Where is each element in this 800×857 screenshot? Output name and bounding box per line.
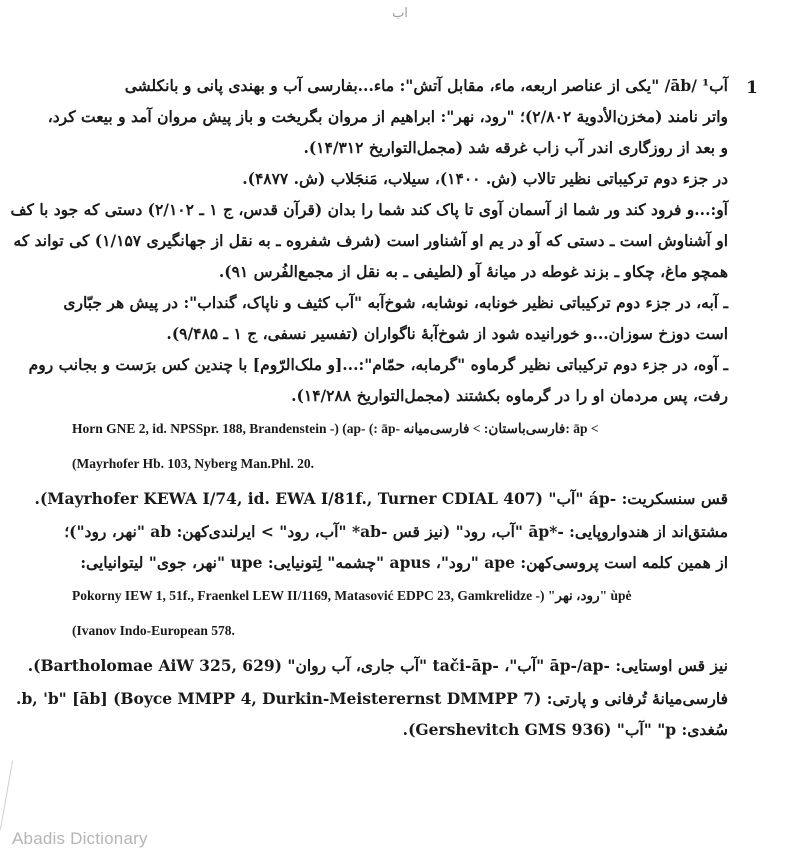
entry-line: قس سنسکریت: -áp "آب" (Mayrhofer KEWA I/74, id. EWA I/81f., Turner CDIAL 407). (34, 489, 728, 508)
entry-body (10, 70, 728, 745)
entry-line: فارسی‌میانهٔ تُرفانی و پارتی: b, 'b" [āb] (Boyce MMPP 4, Durkin-Meisterernst DMMPP 7). (16, 689, 728, 708)
entry-line: ـ آوه، در جزء دوم ترکیباتی نظیر گرماوه "گرمابه، حمّام":...[و ملک‌الرّوم] با چندین کس برَست و بجانب روم (28, 355, 728, 374)
entry-line: از همین کلمه است پروسی‌کهن: ape "رود"، apus "چشمه" لِتونیایی: upe "نهر، جوی" لیتوانیایی: (80, 553, 728, 572)
entry-line: است دوزخ سوزان...و خورانیده شود از شوخ‌آبهٔ ناگواران (تفسیر نسفی، ج ۱ ـ ۹/۴۸۵). (166, 324, 728, 343)
entry-line: در جزء دوم ترکیباتی نظیر تالاب (ش. ۱۴۰۰)، سیلاب، مَنجَلاب (ش. ۴۸۷۷). (242, 169, 728, 188)
entry-line: همچو ماغ، چکاو ـ بزند غوطه در میانهٔ آو (لطیفی ـ به نقل از مجمع‌الفُرس ۹۱). (218, 262, 728, 281)
entry-line: ـ آبه، در جزء دوم ترکیباتی نظیر خونابه، نوشابه، شوخ‌آبه "آب کثیف و ناپاک، گنداب": در پیش هر جبّاری (63, 293, 728, 312)
page-header: اب (392, 6, 408, 21)
reference-line: (Ivanov Indo-European 578. (72, 623, 235, 638)
watermark: Abadis Dictionary (12, 829, 148, 848)
reference-line: Horn GNE 2, id. NPSSpr. 188, Brandenstein -) (ap- (: āp- فارسی‌باستان: > فارسی‌میانه: āp < (72, 421, 599, 436)
entry-line: رفت، پس مردمان او را در گرماوه بکشتند (مجمل‌التواریخ ۱۴/۲۸۸). (291, 386, 728, 405)
scan-edge-mark (0, 760, 13, 829)
entry-line: واتر نامند (مخزن‌الأدویة ۲/۸۰۲)؛ "رود، نهر": ابراهیم از مروان بگریخت و باز پیش مروان آمد و بیعت کرد، (47, 107, 728, 126)
entry-line: آو:...و فرود کند ور شما از آسمان آوی تا پاک کند شما را بدان (قرآن قدس، ج ۱ ـ ۲/۱۰۲) دستی که جود با کف (10, 200, 728, 219)
reference-line: Pokorny IEW 1, 51f., Fraenkel LEW II/1169, Matasović EDPC 23, Gamkrelidze -) "رود، نهر" ùpė (72, 588, 632, 603)
entry-line: و بعد از روزگاری اندر آب زاب غرقه شد (مجمل‌التواریخ ۱۴/۳۱۲). (303, 138, 728, 157)
entry-line: او آشناوش است ـ دستی که آو در یم او آشناور است (شرف شفروه ـ به نقل از جهانگیری ۱/۱۵۷) کی تواند که (13, 231, 728, 250)
entry-line: آب¹ /āb/ "یکی از عناصر اربعه، ماء، مقابل آتش": ماء...بفارسی آب و بهندی پانی و بانکلشی (124, 76, 728, 95)
entry-line: نیز قس اوستایی: -āp-/ap "آب"، -tači-āp "آب جاری، آب روان" (Bartholomae AiW 325, 629). (27, 656, 728, 675)
entry-line: مشتق‌اند از هندواروپایی: -*āp "آب، رود" (نیز قس -ab* "آب، رود" > ایرلندی‌کهن: ab "نهر، رود")؛ (64, 522, 728, 541)
reference-line: (Mayrhofer Hb. 103, Nyberg Man.Phl. 20. (72, 456, 314, 471)
entry-number: 1 (746, 78, 758, 98)
entry-line: سُغدی: p" "آب" (Gershevitch GMS 936). (402, 720, 728, 739)
